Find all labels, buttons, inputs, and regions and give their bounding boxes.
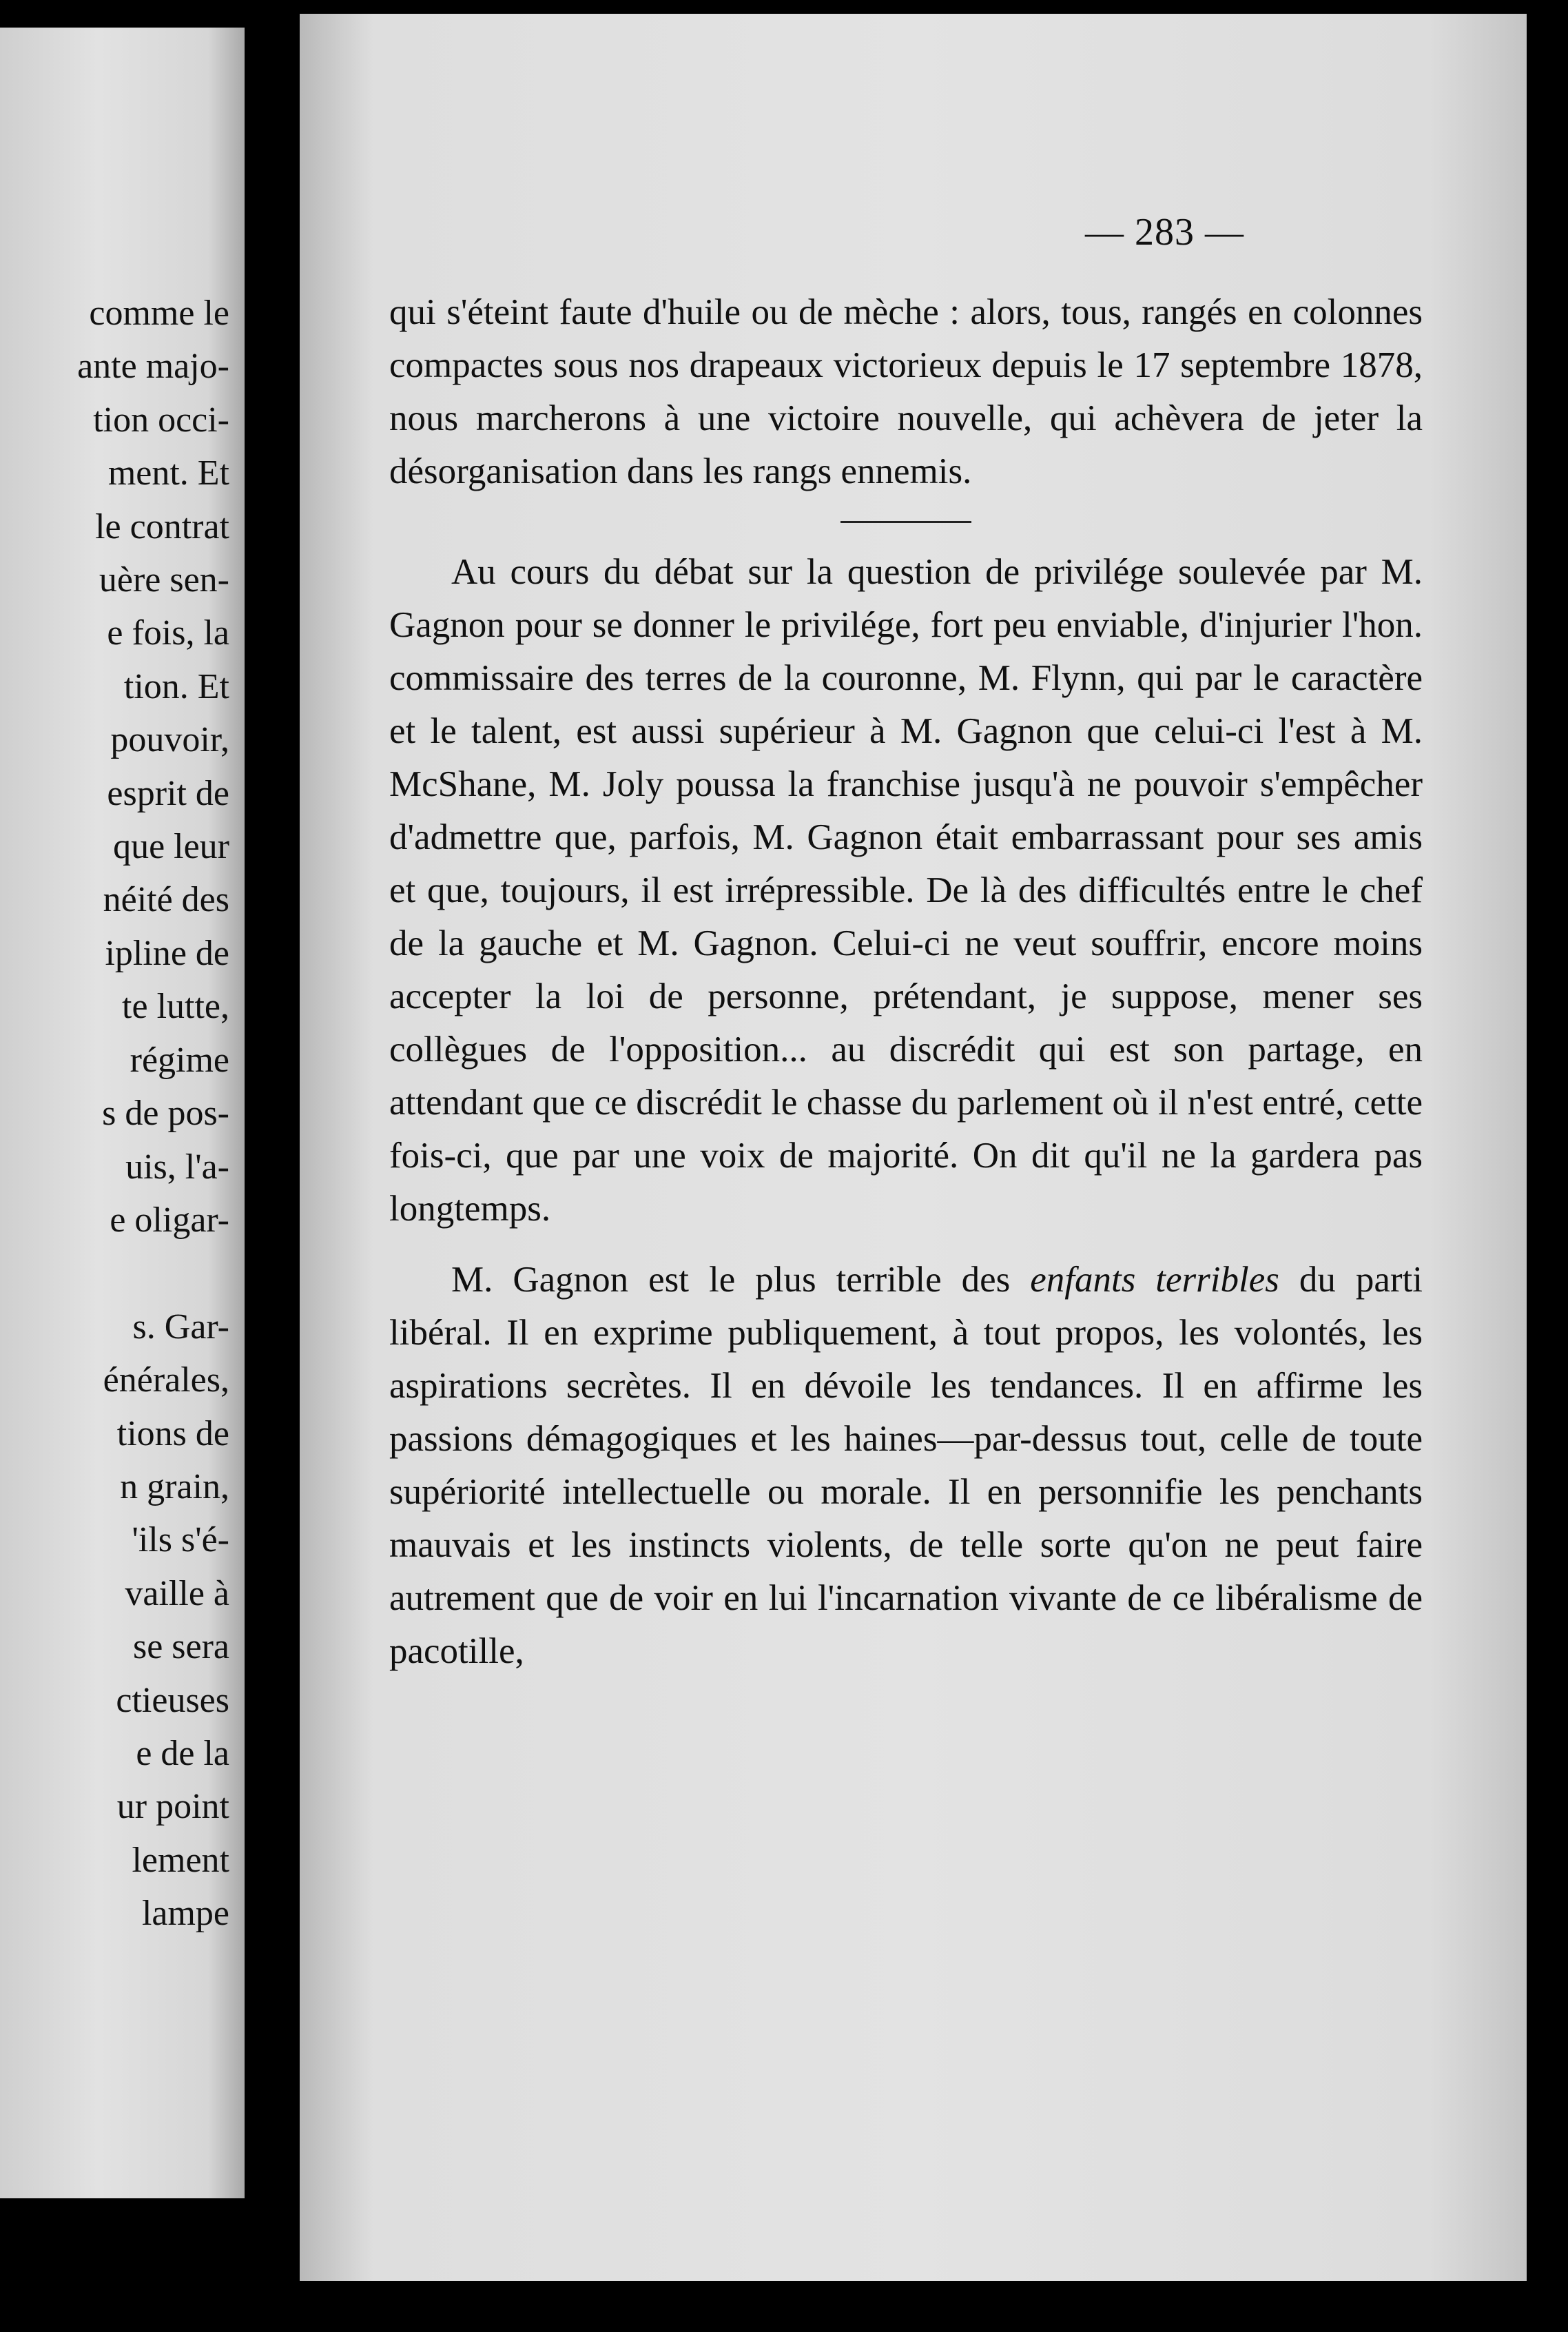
- left-page-line: ment. Et: [107, 453, 229, 493]
- page-body: [389, 286, 1423, 1678]
- left-page-line: esprit de: [107, 773, 229, 813]
- book-gutter: [245, 0, 300, 2332]
- paragraph-2: Au cours du débat sur la question de privilége soulevée par M. Gagnon pour se donner le privilége, fort peu enviable, d'injurier l'hon. commissaire des terres de la couronne, M. Flynn, qui par le caractère et le talent, est aussi supérieur à M. Gagnon que celui-ci l'est à M. McShane, M. Joly poussa la franchise jusqu'à ne pouvoir s'empêcher d'admettre que, parfois, M. Gagnon était embarrassant pour ses amis et que, toujours, il est irrépressible. De là des difficultés entre le chef de la gauche et M. Gagnon. Celui-ci ne veut souffrir, encore moins accepter la loi de personne, prétendant, je suppose, mener ses collègues de l'opposition... au discrédit qui est son partage, en attendant que ce discrédit le chasse du parlement où il n'est entré, cette fois-ci, que par une voix de majorité. On dit qu'il ne la gardera pas longtemps.: [389, 552, 1423, 1229]
- right-page: [300, 14, 1527, 2281]
- left-page-line: se sera: [132, 1627, 229, 1667]
- left-page-line: ur point: [116, 1787, 229, 1827]
- left-page-line: lampe: [141, 1894, 229, 1934]
- left-page: [0, 28, 245, 2198]
- paragraph-3-start: M. Gagnon est le plus terrible des: [451, 1260, 1031, 1300]
- paragraph-3: [389, 1254, 1423, 1678]
- left-page-line: vaille à: [125, 1573, 229, 1613]
- left-page-line: que leur: [113, 827, 229, 867]
- left-page-line: ctieuses: [116, 1680, 229, 1720]
- left-page-line: uère sen-: [99, 560, 229, 600]
- left-page-line: lement: [132, 1840, 229, 1880]
- left-page-line: s de pos-: [102, 1094, 229, 1134]
- section-separator: [840, 521, 971, 523]
- left-page-line: tion occi-: [93, 400, 229, 440]
- left-page-line: le contrat: [95, 507, 229, 546]
- left-page-line: [77, 1247, 229, 1300]
- left-page-line: tion. Et: [123, 666, 229, 706]
- left-page-line: s. Gar-: [132, 1307, 229, 1347]
- page-number: — 283 —: [1085, 211, 1244, 254]
- paragraph-3-italic: enfants terribles: [1030, 1260, 1279, 1300]
- left-page-line: te lutte,: [122, 987, 229, 1027]
- paragraph-3-end: du parti libéral. Il en exprime publiquement, à tout propos, les volontés, les aspirations secrètes. Il en dévoile les tendances. Il en affirme les passions démagogiques et les haines—par-dessus tout, celle de toute supériorité intellectuelle ou morale. Il en personnifie les penchants mauvais et les instincts violents, de telle sorte qu'on ne peut faire autrement que de voir en lui l'incarnation vivante de ce libéralisme de pacotille,: [389, 1260, 1423, 1671]
- left-page-line: e oligar-: [110, 1200, 229, 1240]
- left-page-line: e fois, la: [107, 613, 229, 653]
- left-page-line: n grain,: [120, 1466, 229, 1506]
- left-page-line: 'ils s'é-: [132, 1520, 229, 1560]
- left-page-line: néité des: [103, 880, 229, 920]
- paragraph-1: qui s'éteint faute d'huile ou de mèche : alors, tous, rangés en colonnes compactes sous nos drapeaux victorieux depuis le 17 septembre 1878, nous marcherons à une victoire nouvelle, qui achèvera de jeter la désorganisation dans les rangs ennemis.: [389, 292, 1423, 491]
- left-page-line: énérales,: [103, 1360, 229, 1400]
- left-page-line: comme le: [89, 294, 229, 333]
- left-page-line: e de la: [136, 1733, 229, 1773]
- left-page-line: régime: [130, 1040, 229, 1080]
- left-page-line: tions de: [116, 1413, 229, 1453]
- left-page-text: [77, 287, 229, 1941]
- left-page-line: ante majo-: [77, 347, 229, 387]
- left-page-line: uis, l'a-: [125, 1147, 229, 1187]
- left-page-line: pouvoir,: [110, 720, 229, 760]
- left-page-line: ipline de: [105, 933, 229, 973]
- scan-border: [1527, 0, 1568, 2332]
